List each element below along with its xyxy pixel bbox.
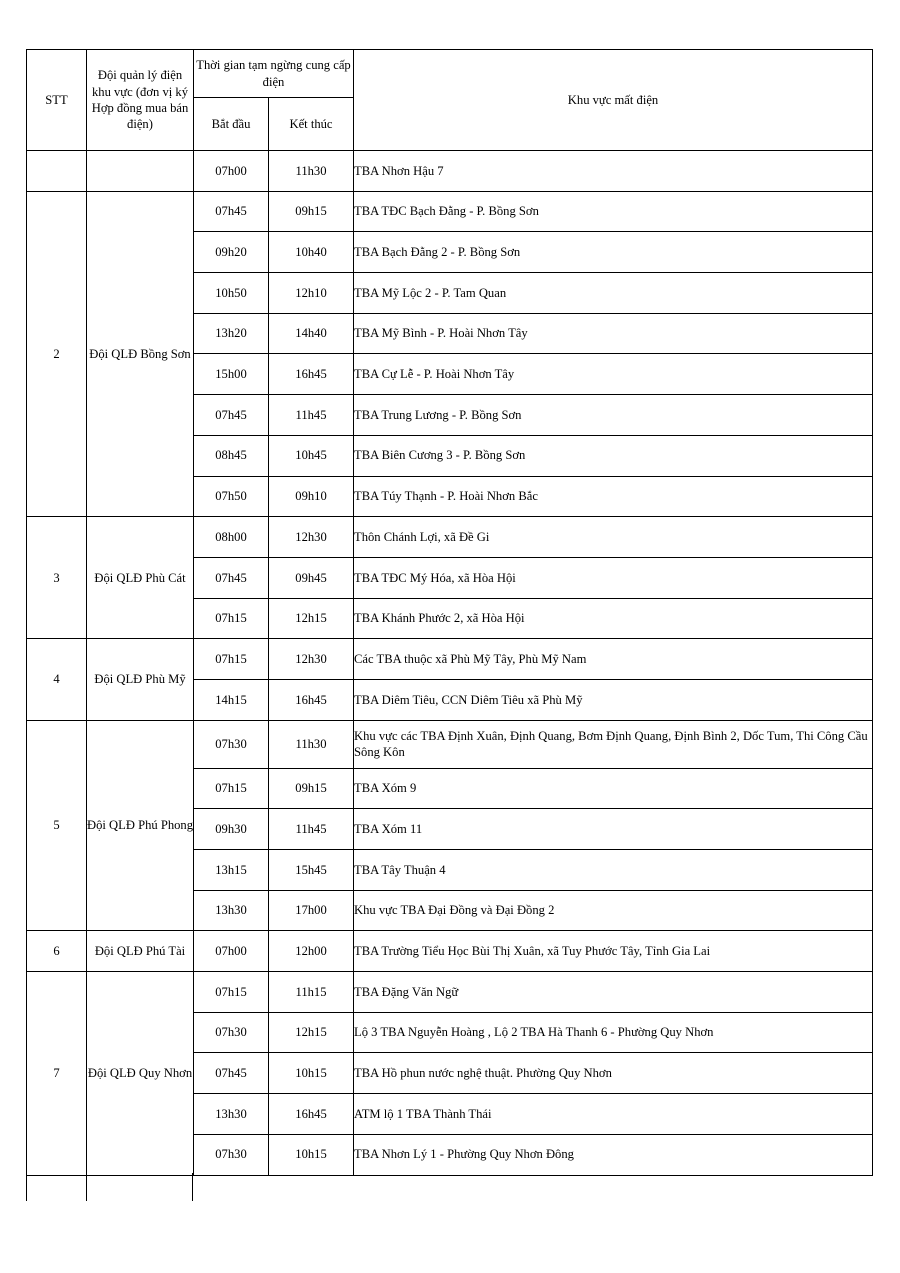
cell-start-time: 07h30 xyxy=(194,1012,269,1053)
cell-start-time: 07h15 xyxy=(194,972,269,1013)
cell-stt: 2 xyxy=(27,191,87,517)
cell-area: TBA Bạch Đằng 2 - P. Bồng Sơn xyxy=(354,232,873,273)
cell-end-time: 09h15 xyxy=(269,768,354,809)
header-row-primary xyxy=(27,50,873,98)
cell-start-time: 08h00 xyxy=(194,517,269,558)
cell-start-time: 13h15 xyxy=(194,850,269,891)
table-header xyxy=(27,50,873,151)
cell-end-time: 12h10 xyxy=(269,273,354,314)
cell-end-time: 10h45 xyxy=(269,435,354,476)
cell-end-time: 11h15 xyxy=(269,972,354,1013)
cell-end-time: 14h40 xyxy=(269,313,354,354)
cell-start-time: 07h50 xyxy=(194,476,269,517)
continuation-border-team xyxy=(192,1173,193,1201)
cell-start-time: 07h45 xyxy=(194,395,269,436)
cell-area: TBA Mỹ Bình - P. Hoài Nhơn Tây xyxy=(354,313,873,354)
cell-area: TBA Xóm 9 xyxy=(354,768,873,809)
table-row xyxy=(27,639,873,680)
cell-stt: 7 xyxy=(27,972,87,1175)
cell-start-time: 10h50 xyxy=(194,273,269,314)
cell-team: Đội QLĐ Phú Phong xyxy=(87,720,194,931)
cell-end-time: 16h45 xyxy=(269,1094,354,1135)
cell-area: TBA Khánh Phước 2, xã Hòa Hội xyxy=(354,598,873,639)
cell-start-time: 09h20 xyxy=(194,232,269,273)
cell-area: TBA Túy Thạnh - P. Hoài Nhơn Bắc xyxy=(354,476,873,517)
table-body xyxy=(27,151,873,1176)
table-row xyxy=(27,151,873,192)
cell-team: Đội QLĐ Phù Mỹ xyxy=(87,639,194,720)
cell-start-time: 07h45 xyxy=(194,557,269,598)
cell-start-time: 14h15 xyxy=(194,679,269,720)
cell-end-time: 12h15 xyxy=(269,598,354,639)
cell-end-time: 11h30 xyxy=(269,720,354,768)
cell-area: Các TBA thuộc xã Phù Mỹ Tây, Phù Mỹ Nam xyxy=(354,639,873,680)
continuation-border-stt xyxy=(86,1173,87,1201)
continuation-border-left xyxy=(26,1173,27,1201)
cell-start-time: 07h00 xyxy=(194,931,269,972)
column-header-team: Đội quản lý điện khu vực (đơn vị ký Hợp đồng mua bán điện) xyxy=(87,50,194,151)
cell-start-time: 08h45 xyxy=(194,435,269,476)
cell-area: TBA Nhơn Hậu 7 xyxy=(354,151,873,192)
cell-area: Lộ 3 TBA Nguyễn Hoàng , Lộ 2 TBA Hà Thanh 6 - Phường Quy Nhơn xyxy=(354,1012,873,1053)
cell-start-time: 09h30 xyxy=(194,809,269,850)
cell-area: ATM lộ 1 TBA Thành Thái xyxy=(354,1094,873,1135)
cell-area: TBA Hồ phun nước nghệ thuật. Phường Quy Nhơn xyxy=(354,1053,873,1094)
cell-end-time: 11h45 xyxy=(269,395,354,436)
cell-start-time: 07h15 xyxy=(194,639,269,680)
cell-end-time: 12h15 xyxy=(269,1012,354,1053)
cell-area: TBA Cự Lễ - P. Hoài Nhơn Tây xyxy=(354,354,873,395)
cell-start-time: 07h15 xyxy=(194,598,269,639)
cell-area: TBA TĐC Bạch Đằng - P. Bồng Sơn xyxy=(354,191,873,232)
column-header-stt: STT xyxy=(27,50,87,151)
cell-stt xyxy=(27,151,87,192)
cell-start-time: 07h30 xyxy=(194,1134,269,1175)
cell-start-time: 13h30 xyxy=(194,890,269,931)
column-header-start-time: Bắt đầu xyxy=(194,98,269,151)
table-row xyxy=(27,931,873,972)
cell-end-time: 09h45 xyxy=(269,557,354,598)
cell-start-time: 07h45 xyxy=(194,191,269,232)
cell-start-time: 07h00 xyxy=(194,151,269,192)
cell-area: TBA Nhơn Lý 1 - Phường Quy Nhơn Đông xyxy=(354,1134,873,1175)
cell-end-time: 12h30 xyxy=(269,639,354,680)
cell-start-time: 07h15 xyxy=(194,768,269,809)
cell-area: Khu vực các TBA Định Xuân, Định Quang, Bơm Định Quang, Định Bình 2, Dốc Tum, Thi Công Cầu Sông Kôn xyxy=(354,720,873,768)
cell-area: TBA Tây Thuận 4 xyxy=(354,850,873,891)
cell-end-time: 09h10 xyxy=(269,476,354,517)
column-header-end-time: Kết thúc xyxy=(269,98,354,151)
cell-end-time: 12h30 xyxy=(269,517,354,558)
cell-start-time: 13h20 xyxy=(194,313,269,354)
cell-end-time: 10h15 xyxy=(269,1134,354,1175)
cell-end-time: 17h00 xyxy=(269,890,354,931)
table-continuation-borders xyxy=(26,1173,193,1201)
cell-area: TBA Mỹ Lộc 2 - P. Tam Quan xyxy=(354,273,873,314)
table-row xyxy=(27,191,873,232)
cell-team: Đội QLĐ Phú Tài xyxy=(87,931,194,972)
cell-start-time: 07h30 xyxy=(194,720,269,768)
cell-team xyxy=(87,151,194,192)
cell-area: TBA Đặng Văn Ngữ xyxy=(354,972,873,1013)
cell-area: TBA Trung Lương - P. Bồng Sơn xyxy=(354,395,873,436)
column-header-time-group: Thời gian tạm ngừng cung cấp điện xyxy=(194,50,354,98)
table-row xyxy=(27,517,873,558)
cell-end-time: 10h15 xyxy=(269,1053,354,1094)
cell-end-time: 09h15 xyxy=(269,191,354,232)
cell-area: TBA Biên Cương 3 - P. Bồng Sơn xyxy=(354,435,873,476)
table-row xyxy=(27,720,873,768)
cell-end-time: 16h45 xyxy=(269,679,354,720)
column-header-area: Khu vực mất điện xyxy=(354,50,873,151)
table-row xyxy=(27,972,873,1013)
cell-team: Đội QLĐ Bồng Sơn xyxy=(87,191,194,517)
cell-area: TBA TĐC Mý Hóa, xã Hòa Hội xyxy=(354,557,873,598)
cell-end-time: 11h30 xyxy=(269,151,354,192)
cell-area: TBA Trường Tiểu Học Bùi Thị Xuân, xã Tuy Phước Tây, Tỉnh Gia Lai xyxy=(354,931,873,972)
cell-stt: 6 xyxy=(27,931,87,972)
cell-end-time: 12h00 xyxy=(269,931,354,972)
cell-end-time: 15h45 xyxy=(269,850,354,891)
cell-area: TBA Xóm 11 xyxy=(354,809,873,850)
cell-area: Thôn Chánh Lợi, xã Đề Gi xyxy=(354,517,873,558)
cell-team: Đội QLĐ Quy Nhơn xyxy=(87,972,194,1175)
cell-start-time: 15h00 xyxy=(194,354,269,395)
cell-team: Đội QLĐ Phù Cát xyxy=(87,517,194,639)
cell-end-time: 11h45 xyxy=(269,809,354,850)
cell-area: Khu vực TBA Đại Đồng và Đại Đồng 2 xyxy=(354,890,873,931)
cell-end-time: 10h40 xyxy=(269,232,354,273)
power-outage-schedule-table xyxy=(26,49,873,1176)
cell-stt: 4 xyxy=(27,639,87,720)
cell-stt: 5 xyxy=(27,720,87,931)
cell-start-time: 13h30 xyxy=(194,1094,269,1135)
cell-end-time: 16h45 xyxy=(269,354,354,395)
cell-area: TBA Diêm Tiêu, CCN Diêm Tiêu xã Phù Mỹ xyxy=(354,679,873,720)
cell-stt: 3 xyxy=(27,517,87,639)
cell-start-time: 07h45 xyxy=(194,1053,269,1094)
